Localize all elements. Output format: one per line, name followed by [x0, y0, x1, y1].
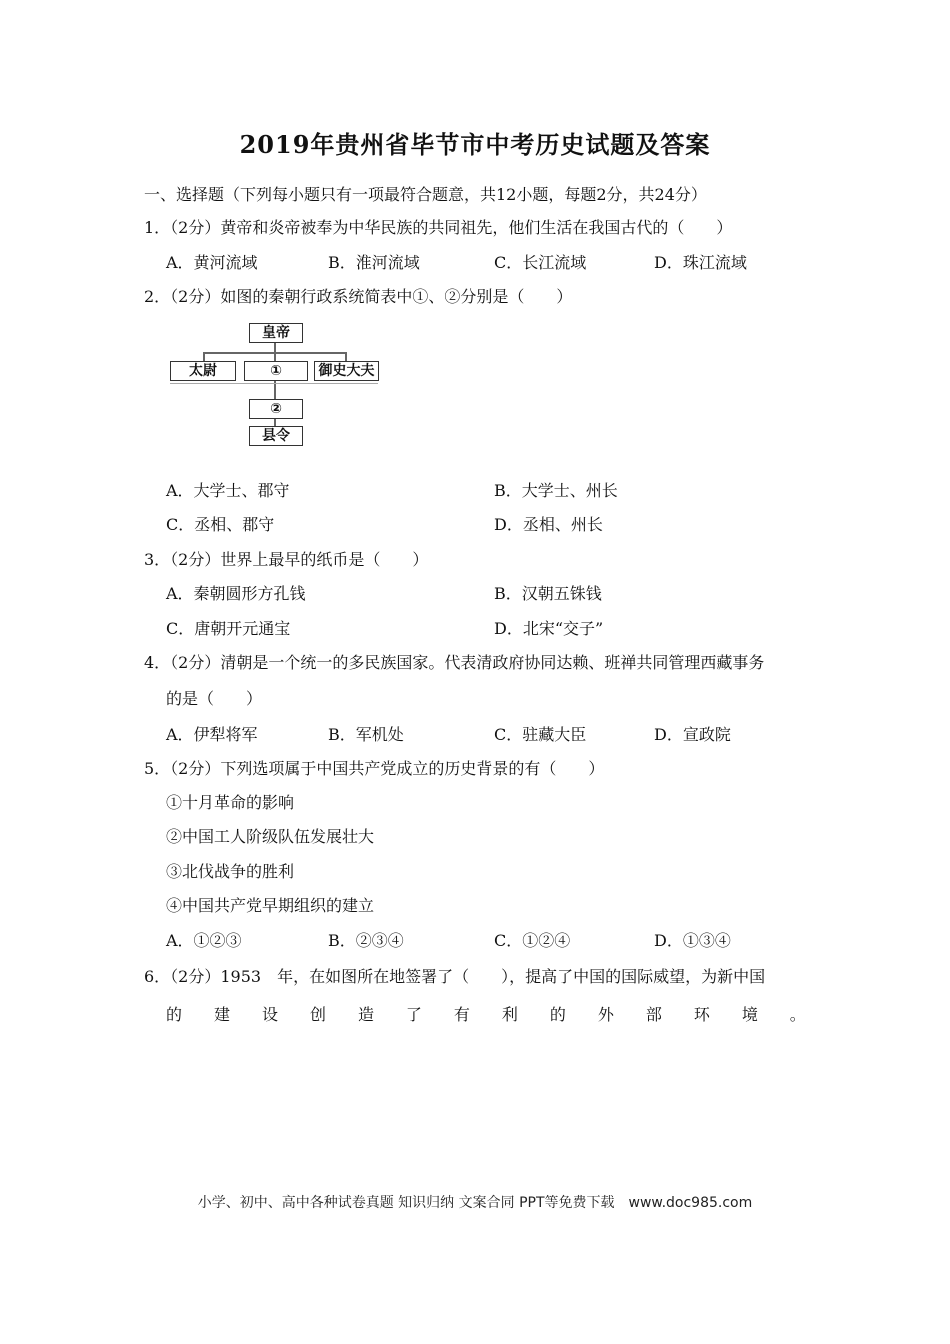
char: 了: [405, 1005, 422, 1024]
question-3-option-d: D．北宋“交子”: [494, 619, 604, 638]
section-heading: 一、选择题（下列每小题只有一项最符合题意，共12小题，每题2分，共24分）: [144, 185, 707, 204]
char: 有: [453, 1005, 470, 1024]
question-5-option-b: B．②③④: [328, 931, 404, 950]
question-4-option-b: B．军机处: [328, 725, 404, 744]
question-2-option-a: A．大学士、郡守: [166, 481, 290, 500]
char: 部: [645, 1005, 662, 1024]
diagram-box-county-magistrate: 县令: [249, 426, 303, 446]
question-1-option-c: C．长江流域: [494, 253, 587, 272]
question-5-option-d: D．①③④: [654, 931, 731, 950]
diagram-connector: [274, 352, 276, 361]
diagram-box-taiwei: 太尉: [170, 361, 236, 381]
question-2-option-c: C．丞相、郡守: [166, 515, 275, 534]
question-3-option-b: B．汉朝五铢钱: [494, 584, 602, 603]
char: 。: [789, 1005, 806, 1024]
question-3-option-c: C．唐朝开元通宝: [166, 619, 291, 638]
question-4-option-d: D．宣政院: [654, 725, 731, 744]
page-footer: 小学、初中、高中各种试卷真题 知识归纳 文案合同 PPT等免费下载 www.doc985.com: [197, 1195, 753, 1211]
question-2-option-b: B．大学士、州长: [494, 481, 618, 500]
char: 境: [741, 1005, 758, 1024]
char: 的: [549, 1005, 566, 1024]
diagram-box-blank-1: ①: [244, 361, 308, 381]
question-1-option-a: A．黄河流域: [166, 253, 258, 272]
diagram-connector: [203, 352, 205, 361]
diagram-box-emperor: 皇帝: [249, 323, 303, 343]
diagram-box-yushidafu: 御史大夫: [314, 361, 379, 381]
char: 的: [166, 1005, 183, 1024]
question-4-option-a: A．伊犁将军: [166, 725, 258, 744]
char: 利: [501, 1005, 518, 1024]
question-5-stem: 5．（2分）下列选项属于中国共产党成立的历史背景的有（ ）: [144, 759, 605, 778]
question-2-option-d: D．丞相、州长: [494, 515, 603, 534]
question-1-option-d: D．珠江流域: [654, 253, 747, 272]
question-5-item-3: ③北伐战争的胜利: [166, 862, 295, 881]
char: 环: [693, 1005, 710, 1024]
question-3-stem: 3．（2分）世界上最早的纸币是（ ）: [144, 550, 429, 569]
char: 设: [261, 1005, 278, 1024]
question-6-stem: 6．（2分）1953 年，在如图所在地签署了（ ），提高了中国的国际威望，为新中国: [144, 967, 766, 986]
question-3-option-a: A．秦朝圆形方孔钱: [166, 584, 306, 603]
diagram-connector: [345, 352, 347, 361]
question-5-item-1: ①十月革命的影响: [166, 793, 295, 812]
page-title: 2019年贵州省毕节市中考历史试题及答案: [239, 130, 711, 159]
question-5-item-2: ②中国工人阶级队伍发展壮大: [166, 827, 375, 846]
diagram-shadow-line: [170, 383, 378, 384]
question-4-stem: 4．（2分）清朝是一个统一的多民族国家。代表清政府协同达赖、班禅共同管理西藏事务: [144, 653, 765, 672]
char: 造: [357, 1005, 374, 1024]
question-5-item-4: ④中国共产党早期组织的建立: [166, 896, 375, 915]
question-5-option-a: A．①②③: [166, 931, 242, 950]
char: 建: [213, 1005, 230, 1024]
question-5-option-c: C．①②④: [494, 931, 571, 950]
question-1-stem: 1．（2分）黄帝和炎帝被奉为中华民族的共同祖先，他们生活在我国古代的（ ）: [144, 218, 733, 237]
question-2-stem: 2．（2分）如图的秦朝行政系统简表中①、②分别是（ ）: [144, 287, 573, 306]
question-6-stem-cont: [166, 1002, 806, 1025]
char: 外: [597, 1005, 614, 1024]
question-4-option-c: C．驻藏大臣: [494, 725, 587, 744]
question-1-option-b: B．淮河流域: [328, 253, 420, 272]
char: 创: [309, 1005, 326, 1024]
question-4-stem-cont: 的是（ ）: [166, 689, 263, 708]
diagram-box-blank-2: ②: [249, 399, 303, 419]
